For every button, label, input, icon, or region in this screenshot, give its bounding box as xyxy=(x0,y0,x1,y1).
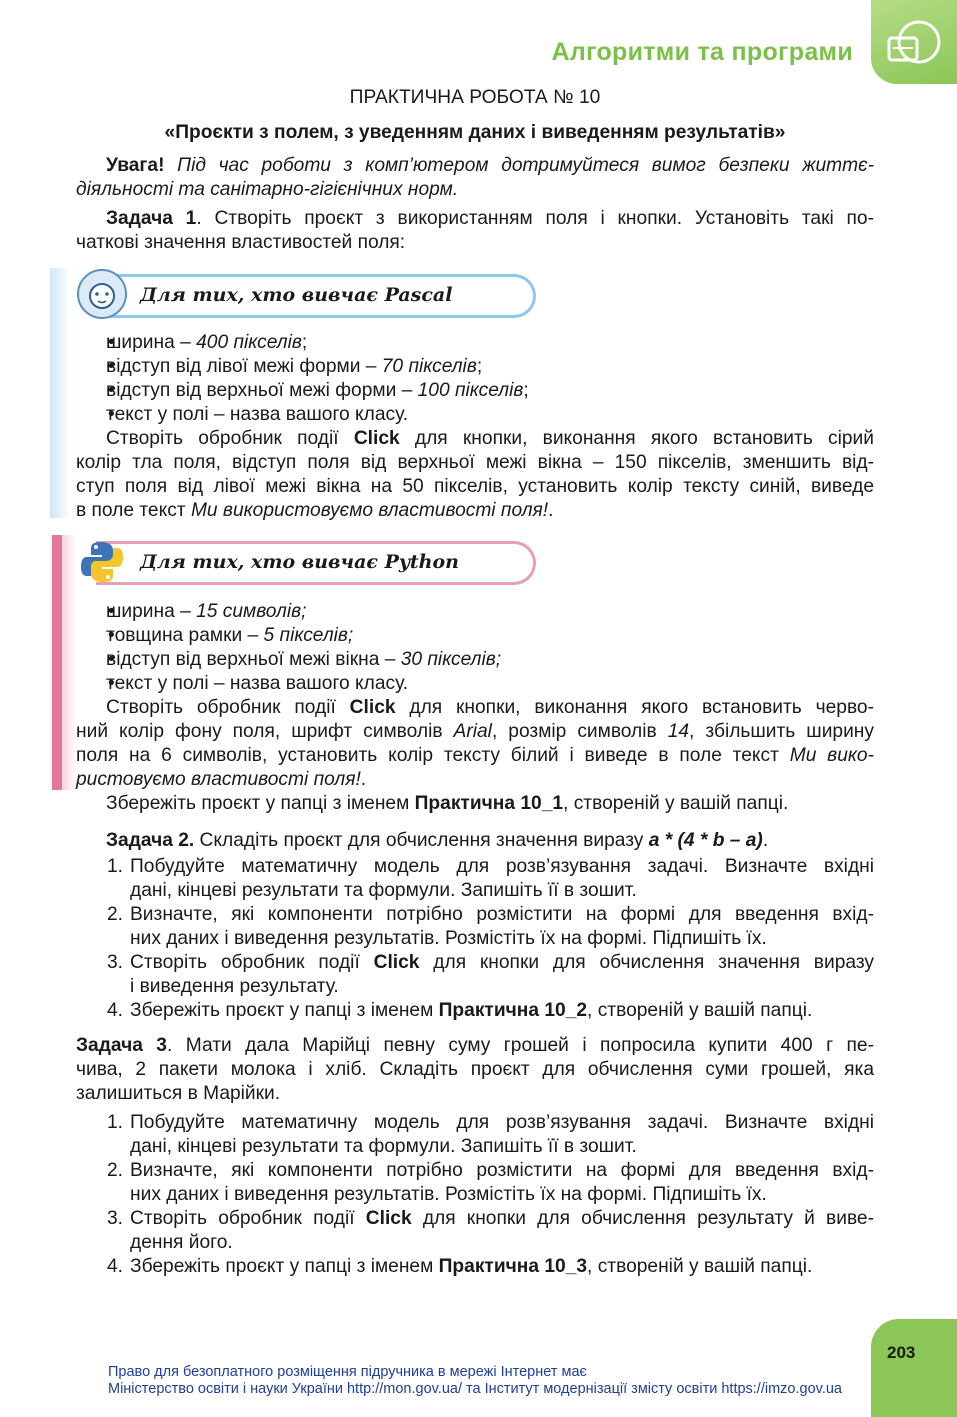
task1-label: Задача 1 xyxy=(106,208,197,229)
python-para-line-2: ний колір фону поля, шрифт символів Arial, розмір символів 14, збільшить ширину xyxy=(76,721,874,742)
python-heading: Для тих, хто вивчає Python xyxy=(140,551,459,573)
page-number: 203 xyxy=(887,1343,916,1362)
task3-step-1-cont: дані, кінцеві результати та формули. Запишіть її в зошит. xyxy=(130,1136,637,1157)
task3-line-3: залишиться в Марійки. xyxy=(76,1083,281,1104)
task3-step-1: 1. Побудуйте математичну модель для розв’язування задачі. Визначте вхідні xyxy=(107,1112,874,1133)
pascal-side-band xyxy=(50,268,70,518)
pascal-para-line-1: Створіть обробник події Click для кнопки, виконання якого встановить сірий xyxy=(106,428,874,449)
list-item: • товщина рамки – 5 пікселів; xyxy=(76,624,874,648)
list-item: • текст у полі – назва вашого класу. xyxy=(76,403,874,427)
python-side-band xyxy=(52,535,62,790)
task3-line-2: чива, 2 пакети молока і хліб. Складіть проєкт для обчислення суми грошей, яка xyxy=(76,1059,874,1080)
python-side-band-fade xyxy=(62,535,76,790)
python-logo-icon xyxy=(78,538,126,586)
task2-step-1: 1. Побудуйте математичну модель для розв’язування задачі. Визначте вхідні xyxy=(107,856,874,877)
task3-step-3-cont: дення його. xyxy=(130,1232,233,1253)
list-item: • відступ від верхньої межі вікна – 30 пікселів; xyxy=(76,648,874,672)
python-para-line-4: ристовуємо властивості поля!. xyxy=(76,769,367,790)
task3-line-1: Задача 3. Мати дала Марійці певну суму грошей і попросила купити 400 г пе- xyxy=(76,1035,874,1056)
python-para-line-1: Створіть обробник події Click для кнопки, виконання якого встановить черво- xyxy=(106,697,874,718)
task2-step-2-cont: них даних і виведення результатів. Розмістіть їх на формі. Підпишіть їх. xyxy=(130,928,767,949)
list-item: • ширина – 400 пікселів; xyxy=(76,331,874,355)
task1-save-line: Збережіть проєкт у папці з іменем Практична 10_1, створеній у вашій папці. xyxy=(106,793,789,814)
footer-line-1: Право для безоплатного розміщення підручника в мережі Інтернет має xyxy=(108,1364,587,1380)
task3-step-3: 3. Створіть обробник події Click для кнопки для обчислення результату й виве- xyxy=(107,1208,874,1229)
page-title: ПРАКТИЧНА РОБОТА № 10 xyxy=(349,87,601,108)
task3-step-4: 4. Збережіть проєкт у папці з іменем Практична 10_3, створеній у вашій папці. xyxy=(107,1256,813,1277)
list-item: • відступ від верхньої межі форми – 100 пікселів; xyxy=(76,379,874,403)
task1-line-2: чаткові значення властивостей поля: xyxy=(76,232,406,253)
page-number-tab xyxy=(871,1319,957,1417)
list-item: • текст у полі – назва вашого класу. xyxy=(76,672,874,696)
task2-label: Задача 2. xyxy=(106,830,195,851)
task3-step-2-cont: них даних і виведення результатів. Розмістіть їх на формі. Підпишіть їх. xyxy=(130,1184,767,1205)
task2-line-1: Задача 2. Складіть проєкт для обчислення значення виразу a * (4 * b – a). xyxy=(106,830,769,851)
warning-label: Увага! xyxy=(106,155,165,176)
task1-line-1: Задача 1. Створіть проєкт з використанням поля і кнопки. Установіть такі по- xyxy=(106,208,874,229)
section-title: Алгоритми та програми xyxy=(551,38,853,66)
task2-step-3: 3. Створіть обробник події Click для кнопки для обчислення значення виразу xyxy=(107,952,875,973)
footer-notice xyxy=(108,1364,842,1398)
task3-label: Задача 3 xyxy=(76,1035,167,1056)
task2-step-2: 2. Визначте, які компоненти потрібно розмістити на формі для введення вхід- xyxy=(107,904,874,925)
python-para-line-3: поля на 6 символів, установить колір тексту білий і виведе в поле текст Ми вико- xyxy=(76,745,874,766)
warning-line-2: діяльності та санітарно-гігієнічних норм. xyxy=(76,179,459,200)
list-item: • відступ від лівої межі форми – 70 пікселів; xyxy=(76,355,874,379)
expression: a * (4 * b – a) xyxy=(648,830,763,851)
pascal-para-line-3: ступ поля від лівої межі вікна на 50 пікселів, установить колір тексту синій, виведе xyxy=(76,476,874,497)
list-item: • ширина – 15 символів; xyxy=(76,600,874,624)
pascal-heading: Для тих, хто вивчає Pascal xyxy=(140,284,453,306)
footer-line-2: Міністерство освіти і науки України http://mon.gov.ua/ та Інститут модернізації змісту освіти https://imzo.gov.ua xyxy=(108,1381,842,1397)
chapter-tab xyxy=(871,0,957,84)
task2-step-1-cont: дані, кінцеві результати та формули. Запишіть її в зошит. xyxy=(130,880,637,901)
task2-step-3-cont: і виведення результату. xyxy=(130,976,339,997)
warning-line-1: Увага! Під час роботи з комп’ютером дотримуйтеся вимог безпеки життє- xyxy=(106,155,874,176)
page-subtitle: «Проєкти з полем, з уведенням даних і виведенням результатів» xyxy=(164,122,786,143)
pascal-para-line-2: колір тла поля, відступ поля від верхньої межі вікна – 150 пікселів, зменшить від- xyxy=(76,452,874,473)
task3-step-2: 2. Визначте, які компоненти потрібно розмістити на формі для введення вхід- xyxy=(107,1160,874,1181)
lion-icon xyxy=(76,268,128,320)
computer-book-icon xyxy=(885,18,943,70)
pascal-para-line-4: в поле текст Ми використовуємо властивості поля!. xyxy=(76,500,554,521)
task2-step-4: 4. Збережіть проєкт у папці з іменем Практична 10_2, створеній у вашій папці. xyxy=(107,1000,813,1021)
